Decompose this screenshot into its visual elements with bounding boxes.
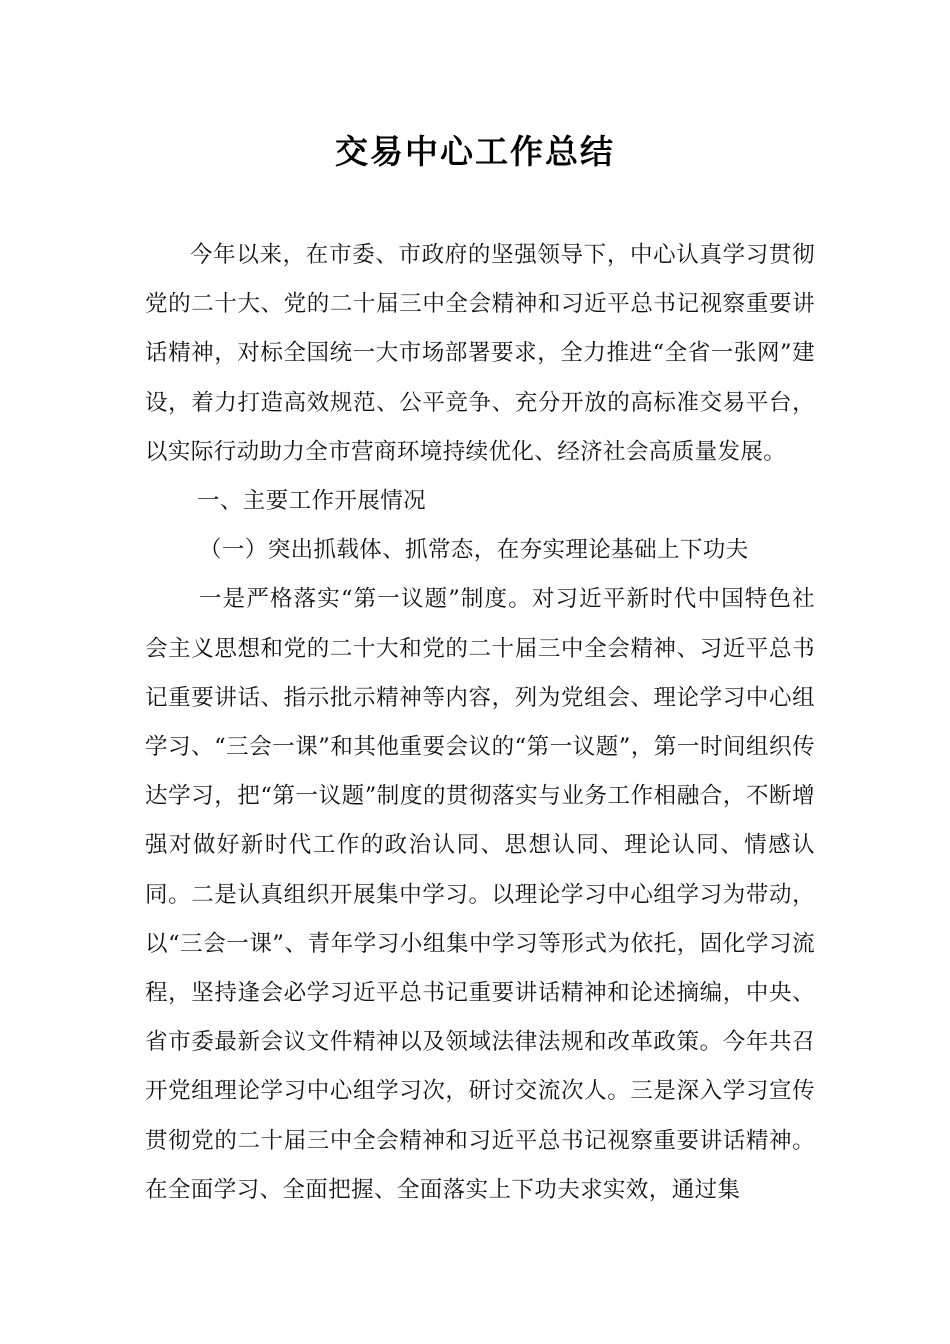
body-paragraph: 一是严格落实“第一议题”制度。对习近平新时代中国特色社会主义思想和党的二十大和党的二十届三中全会精神、习近平总书记重要讲话、指示批示精神等内容，列为党组会、理论学习中心组学习、“三会一课”和其他重要会议的“第一议题”，第一时间组织传达学习，把“第一议题”制度的贯彻落实与业务工作相融合，不断增强对做好新时代工作的政治认同、思想认同、理论认同、情感认同。二是认真组织开展集中学习。以理论学习中心组学习为带动，以“三会一课”、青年学习小组集中学习等形式为依托，固化学习流程，坚持逢会必学习近平总书记重要讲话精神和论述摘编，中央、省市委最新会议文件精神以及领域法律法规和改革政策。今年共召开党组理论学习中心组学习次，研讨交流次人。三是深入学习宣传贯彻党的二十届三中全会精神和习近平总书记视察重要讲话精神。在全面学习、全面把握、全面落实上下功夫求实效，通过集: [145, 586, 815, 1203]
document-title: 交易中心工作总结: [335, 132, 615, 171]
intro-paragraph: 今年以来，在市委、市政府的坚强领导下，中心认真学习贯彻党的二十大、党的二十届三中全会精神和习近平总书记视察重要讲话精神，对标全国统一大市场部署要求，全力推进“全省一张网”建设，着力打造高效规范、公平竞争、充分开放的高标准交易平台，以实际行动助力全市营商环境持续优化、经济社会高质量发展。: [145, 242, 815, 465]
section-heading: 一、主要工作开展情况: [197, 488, 427, 515]
document-body: [145, 231, 815, 1215]
subsection-heading: （一）突出抓载体、抓常态，在夯实理论基础上下功夫: [199, 537, 749, 564]
